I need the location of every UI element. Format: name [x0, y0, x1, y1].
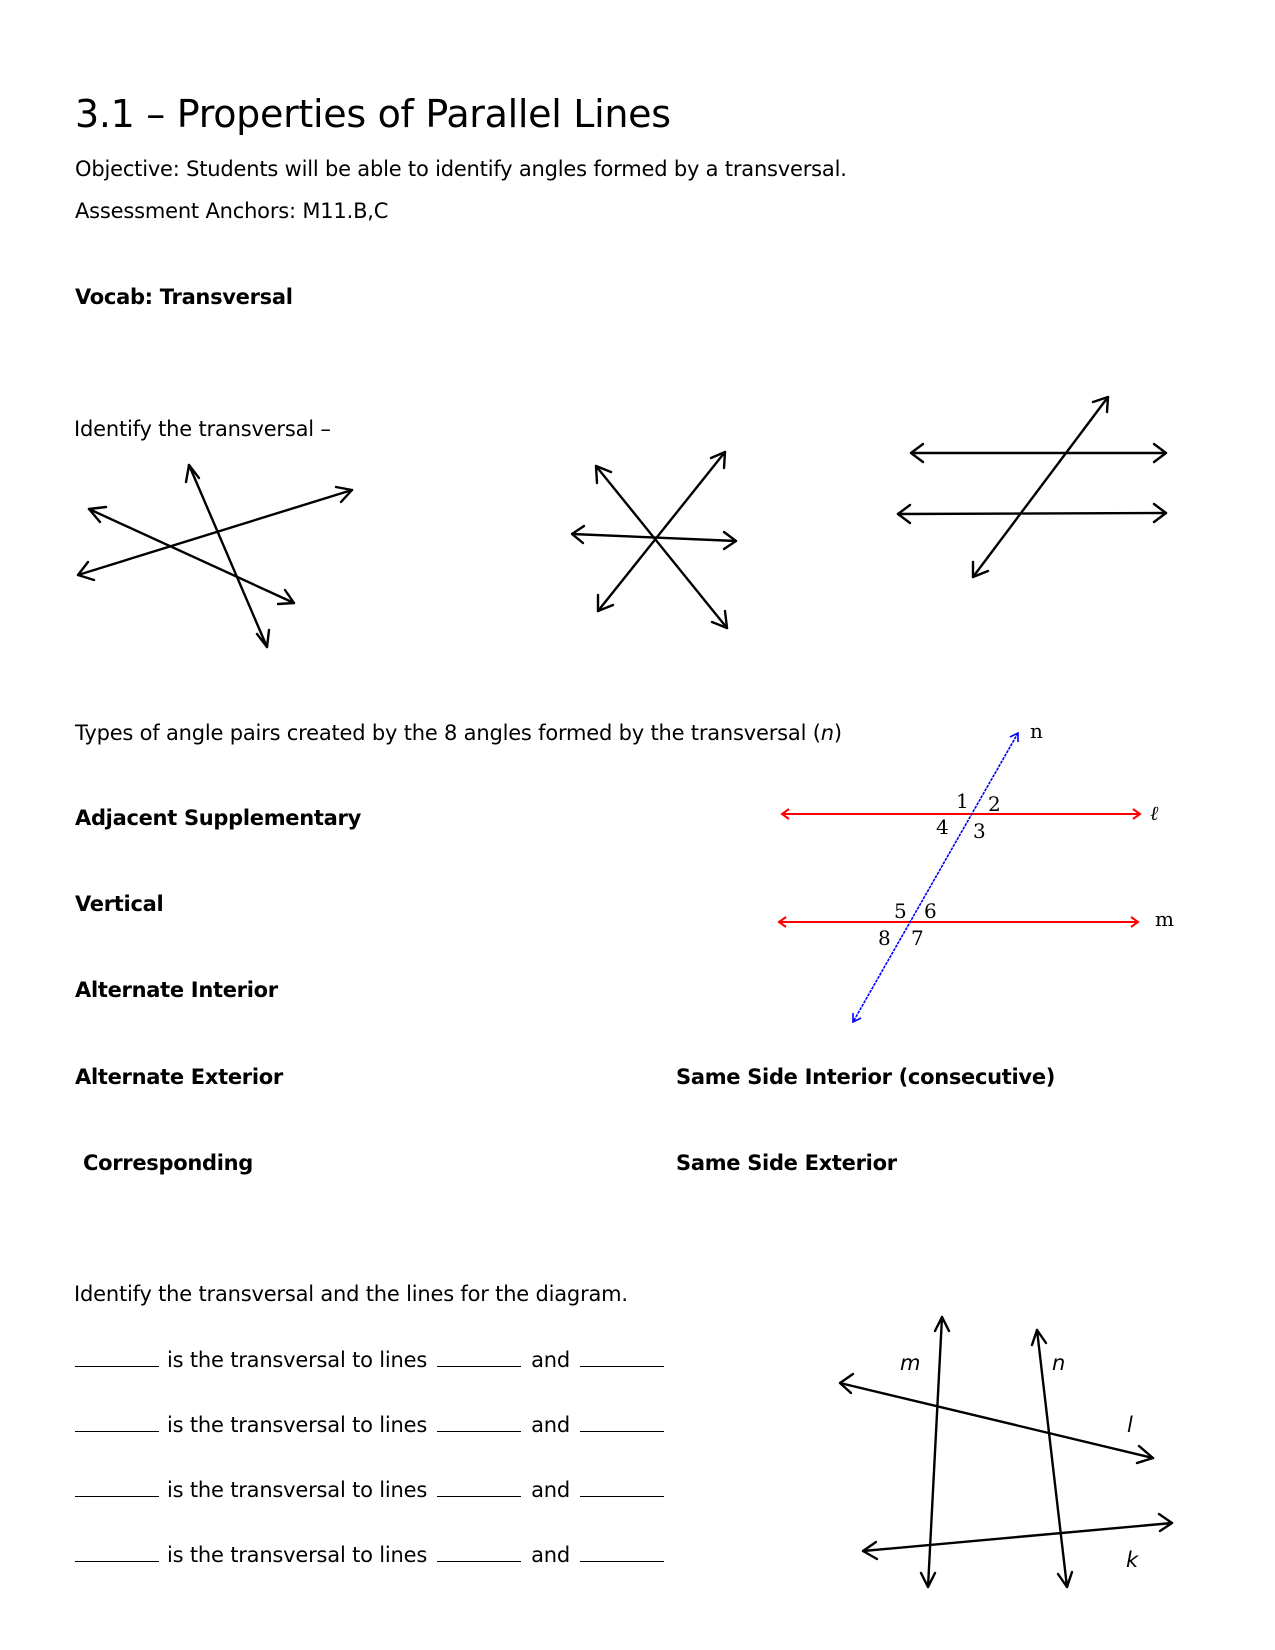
identify-prompt: Identify the transversal –	[74, 417, 331, 441]
intro-suffix: )	[833, 721, 842, 745]
row-and: and	[531, 1543, 570, 1567]
angle-pair-adjacent-supplementary: Adjacent Supplementary	[75, 806, 361, 830]
label-l: ℓ	[1150, 801, 1159, 825]
angle-7: 7	[911, 926, 924, 950]
exercise-label-m: m	[900, 1351, 921, 1375]
angle-pair-corresponding: Corresponding	[83, 1151, 254, 1175]
row-text: is the transversal to lines	[167, 1478, 428, 1502]
intro-prefix: Types of angle pairs created by the 8 angles formed by the transversal (	[75, 721, 821, 745]
angle-8: 8	[878, 926, 891, 950]
objective-text: Objective: Students will be able to identify angles formed by a transversal.	[75, 157, 847, 181]
row-and: and	[531, 1478, 570, 1502]
row-text: is the transversal to lines	[167, 1543, 428, 1567]
vocab-heading: Vocab: Transversal	[75, 285, 293, 309]
exercise-line-l	[840, 1374, 1153, 1463]
angle-pair-vertical: Vertical	[75, 892, 164, 916]
row-and: and	[531, 1348, 570, 1372]
assessment-anchors: Assessment Anchors: M11.B,C	[75, 199, 389, 223]
page-title: 3.1 – Properties of Parallel Lines	[75, 92, 671, 136]
angle-pair-same-side-interior: Same Side Interior (consecutive)	[676, 1065, 1056, 1089]
angle-4: 4	[936, 815, 949, 839]
angle-pair-same-side-exterior: Same Side Exterior	[676, 1151, 897, 1175]
exercise-label-k: k	[1126, 1548, 1139, 1572]
exercise-label-n: n	[1052, 1351, 1066, 1375]
angle-pair-alternate-interior: Alternate Interior	[75, 978, 278, 1002]
label-m: m	[1155, 907, 1174, 931]
angle-6: 6	[924, 899, 937, 923]
intro-variable: n	[820, 721, 834, 745]
angle-1: 1	[956, 789, 969, 813]
exercise-label-l: l	[1127, 1413, 1133, 1437]
row-and: and	[531, 1413, 570, 1437]
exercise-prompt: Identify the transversal and the lines for the diagram.	[74, 1282, 628, 1306]
label-n: n	[1030, 719, 1043, 743]
angle-3: 3	[973, 819, 986, 843]
row-text: is the transversal to lines	[167, 1413, 428, 1437]
angle-2: 2	[988, 792, 1001, 816]
angle-5: 5	[894, 899, 907, 923]
row-text: is the transversal to lines	[167, 1348, 428, 1372]
angle-pair-alternate-exterior: Alternate Exterior	[75, 1065, 283, 1089]
